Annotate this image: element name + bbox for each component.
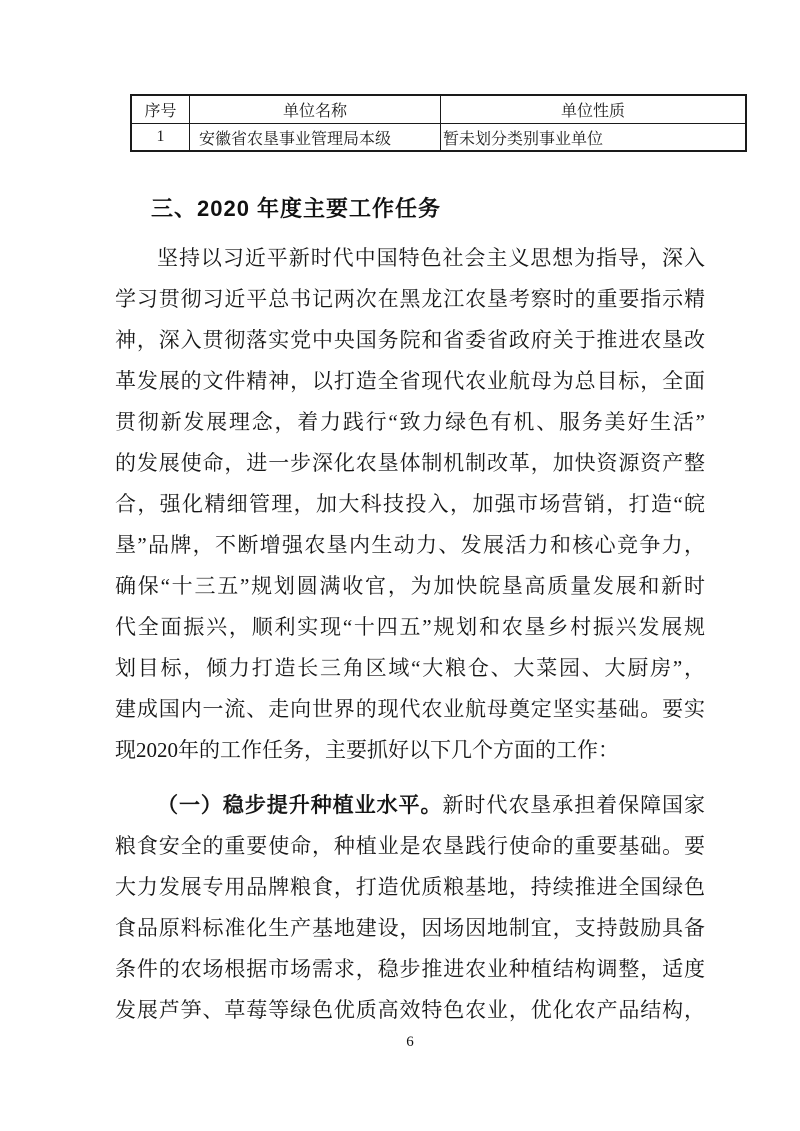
text-line: 坚持以习近平新时代中国特色社会主义思想为指导，深入 (157, 246, 705, 270)
text-run: 新时代农垦承担着保障国家 (442, 793, 705, 817)
text-line: 划目标，倾力打造长三角区域“大粮仓、大菜园、大厨房”， (115, 656, 705, 680)
text-line: 的发展使命，进一步深化农垦体制机制改革，加快资源资产整 (115, 451, 705, 475)
text-line: 条件的农场根据市场需求，稳步推进农业种植结构调整，适度 (115, 957, 705, 981)
table-cell-unit-type: 暂未划分类别事业单位 (441, 124, 747, 152)
text-line: 食品原料标准化生产基地建设，因场因地制宜，支持鼓励具备 (115, 916, 705, 940)
body-text (115, 238, 705, 1031)
text-line: 粮食安全的重要使命，种植业是农垦践行使命的重要基础。要 (115, 834, 705, 858)
section-heading: 三、2020 年度主要工作任务 (151, 196, 442, 221)
table-header-unit-name: 单位名称 (190, 95, 441, 124)
text-line: 发展芦笋、草莓等绿色优质高效特色农业，优化农产品结构， (115, 998, 705, 1022)
table-row (131, 124, 746, 152)
text-line: 革发展的文件精神，以打造全省现代农业航母为总目标，全面 (115, 369, 705, 393)
table-cell-index: 1 (131, 124, 190, 152)
text-line: 贯彻新发展理念，着力践行“致力绿色有机、服务美好生活” (115, 410, 705, 434)
text-line: 学习贯彻习近平总书记两次在黑龙江农垦考察时的重要指示精 (115, 287, 705, 311)
table-header-row (131, 95, 746, 124)
text-line: 代全面振兴，顺利实现“十四五”规划和农垦乡村振兴发展规 (115, 615, 705, 639)
subsection-title-bold: （一）稳步提升种植业水平。 (157, 793, 443, 817)
text-line: 大力发展专用品牌粮食，打造优质粮基地，持续推进全国绿色 (115, 875, 705, 899)
text-line: 神，深入贯彻落实党中央国务院和省委省政府关于推进农垦改 (115, 328, 705, 352)
text-line: 确保“十三五”规划圆满收官，为加快皖垦高质量发展和新时 (115, 574, 705, 598)
text-line: 垦”品牌，不断增强农垦内生动力、发展活力和核心竞争力， (115, 533, 705, 557)
page-number: 6 (406, 1034, 414, 1050)
table-header-unit-type: 单位性质 (441, 95, 747, 124)
paragraph-1 (115, 238, 705, 771)
text-line: 合，强化精细管理，加大科技投入，加强市场营销，打造“皖 (115, 492, 705, 516)
paragraph-2 (115, 785, 705, 1031)
text-line: 现2020年的工作任务，主要抓好以下几个方面的工作： (115, 738, 619, 762)
unit-table (130, 94, 747, 152)
table-cell-unit-name: 安徽省农垦事业管理局本级 (190, 124, 441, 152)
table-header-index: 序号 (131, 95, 190, 124)
text-line (115, 785, 705, 826)
text-line: 建成国内一流、走向世界的现代农业航母奠定坚实基础。要实 (115, 697, 705, 721)
